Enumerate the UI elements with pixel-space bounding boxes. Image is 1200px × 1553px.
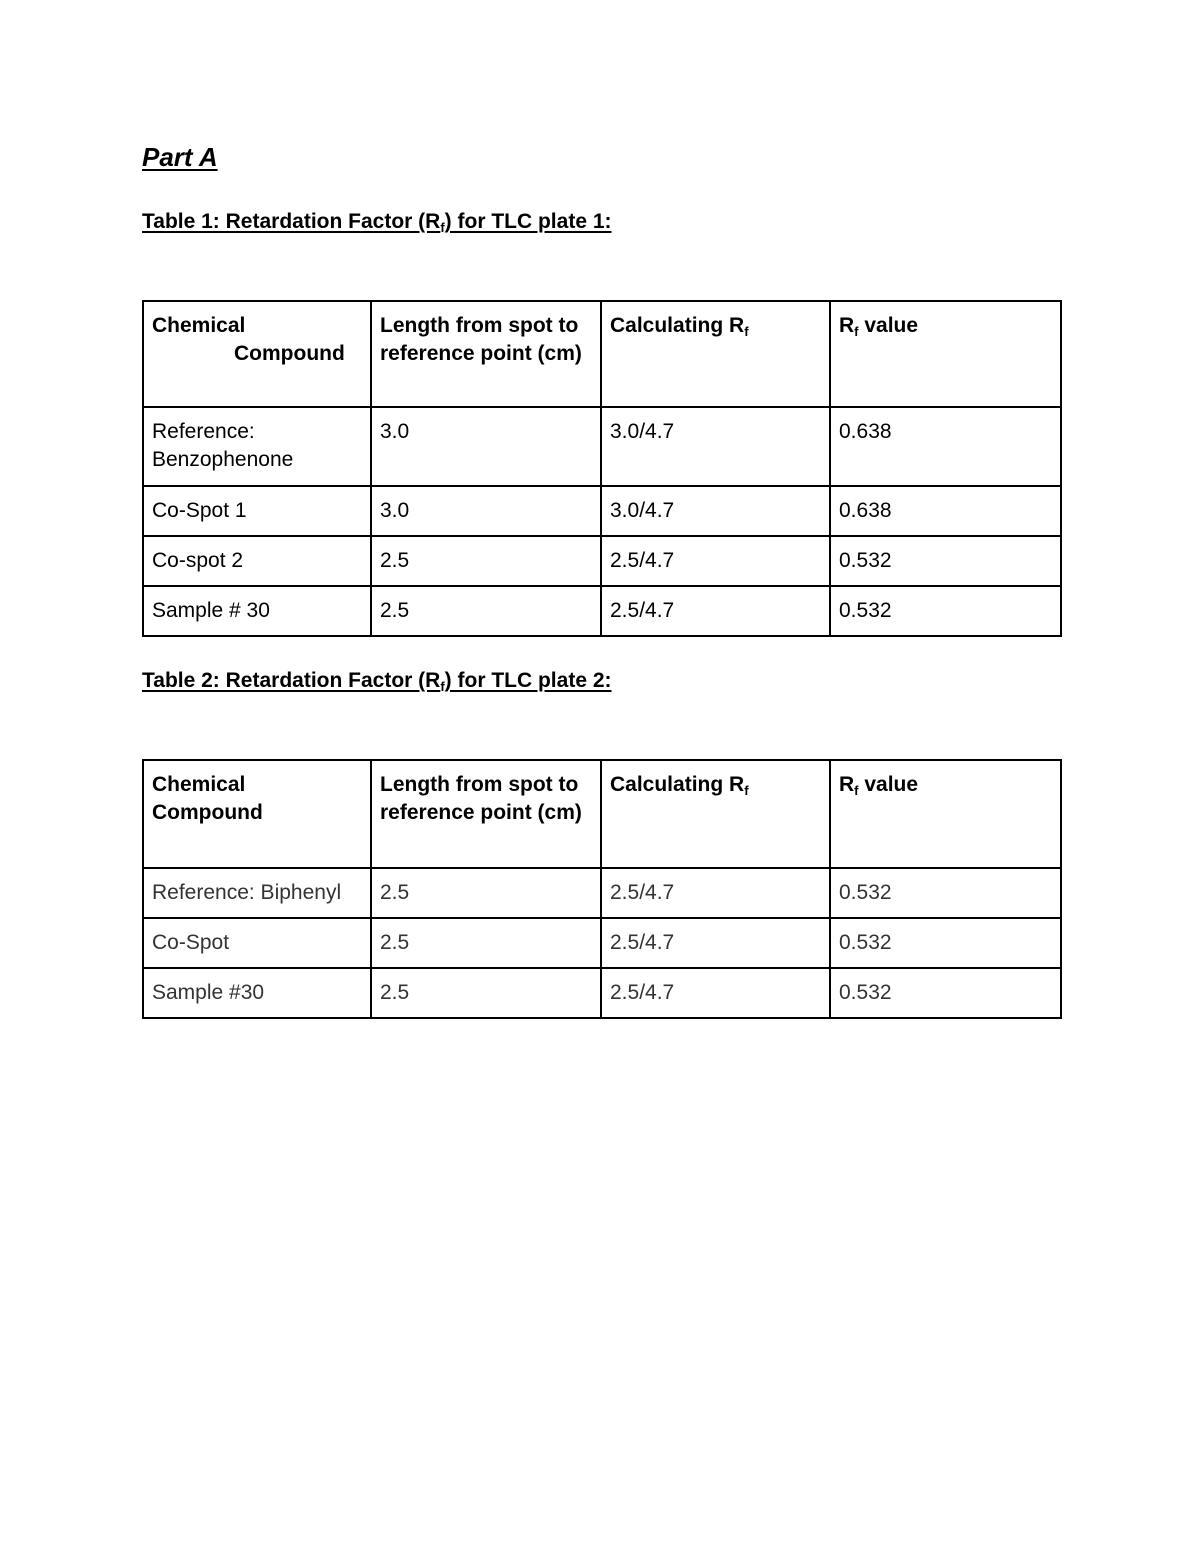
cell-value: 0.638 (830, 486, 1061, 536)
cell-length: 3.0 (371, 486, 601, 536)
header-compound-line2: Compound (234, 342, 345, 365)
cell-calc: 3.0/4.7 (601, 486, 830, 536)
header-value-sub: f (854, 324, 859, 339)
header-calculating-sub: f (744, 783, 749, 798)
cell-value: 0.532 (830, 968, 1061, 1018)
header-value-suffix: value (858, 314, 919, 337)
header-compound-line2: Compound (152, 801, 263, 824)
table-2-caption-prefix: Table 2: Retardation Factor (R (142, 669, 441, 692)
header-compound-line1: Chemical (152, 314, 246, 337)
header-compound-line1: Chemical (152, 773, 246, 796)
cell-length: 2.5 (371, 536, 601, 586)
cell-calc: 2.5/4.7 (601, 868, 830, 918)
cell-calc: 3.0/4.7 (601, 407, 830, 486)
table-row (143, 918, 1061, 968)
part-title: Part A (142, 142, 218, 172)
header-value-sub: f (854, 783, 859, 798)
header-compound (143, 301, 371, 407)
cell-compound: Reference: Biphenyl (143, 868, 371, 918)
cell-value: 0.532 (830, 536, 1061, 586)
cell-compound: Sample #30 (143, 968, 371, 1018)
header-calculating (601, 760, 830, 868)
cell-compound: Sample # 30 (143, 586, 371, 636)
table-row (143, 407, 1061, 486)
table-2-header-row (143, 760, 1061, 868)
cell-compound-line1: Reference: (152, 420, 255, 443)
table-1-caption-subscript: f (440, 220, 445, 235)
header-length: Length from spot to reference point (cm) (371, 301, 601, 407)
cell-compound: Co-Spot (143, 918, 371, 968)
header-calculating-text: Calculating R (610, 314, 745, 337)
cell-value: 0.532 (830, 868, 1061, 918)
header-value-suffix: value (858, 773, 919, 796)
table-row (143, 868, 1061, 918)
table-2-caption (142, 667, 612, 701)
header-value (830, 760, 1061, 868)
cell-length: 2.5 (371, 968, 601, 1018)
cell-length: 2.5 (371, 868, 601, 918)
table-2-caption-suffix: ) for TLC plate 2: (444, 669, 612, 692)
cell-compound (143, 407, 371, 486)
table-2 (142, 759, 1062, 1019)
cell-value: 0.638 (830, 407, 1061, 486)
header-calculating-sub: f (744, 324, 749, 339)
header-compound (143, 760, 371, 868)
cell-calc: 2.5/4.7 (601, 586, 830, 636)
cell-length: 3.0 (371, 407, 601, 486)
header-length: Length from spot to reference point (cm) (371, 760, 601, 868)
cell-value: 0.532 (830, 918, 1061, 968)
table-1-caption-prefix: Table 1: Retardation Factor (R (142, 210, 441, 233)
header-calculating (601, 301, 830, 407)
cell-compound-line2: Benzophenone (152, 448, 294, 471)
table-2-caption-subscript: f (440, 679, 445, 694)
cell-value: 0.532 (830, 586, 1061, 636)
cell-calc: 2.5/4.7 (601, 536, 830, 586)
cell-calc: 2.5/4.7 (601, 918, 830, 968)
table-row (143, 486, 1061, 536)
cell-length: 2.5 (371, 918, 601, 968)
cell-length: 2.5 (371, 586, 601, 636)
table-1-caption (142, 208, 612, 242)
table-1-header-row (143, 301, 1061, 407)
header-value-prefix: R (839, 314, 855, 337)
table-row (143, 536, 1061, 586)
cell-compound: Co-spot 2 (143, 536, 371, 586)
cell-calc: 2.5/4.7 (601, 968, 830, 1018)
table-row (143, 586, 1061, 636)
header-calculating-text: Calculating R (610, 773, 745, 796)
table-1-caption-suffix: ) for TLC plate 1: (444, 210, 612, 233)
header-value-prefix: R (839, 773, 855, 796)
cell-compound: Co-Spot 1 (143, 486, 371, 536)
table-row (143, 968, 1061, 1018)
header-value (830, 301, 1061, 407)
table-1 (142, 300, 1062, 637)
